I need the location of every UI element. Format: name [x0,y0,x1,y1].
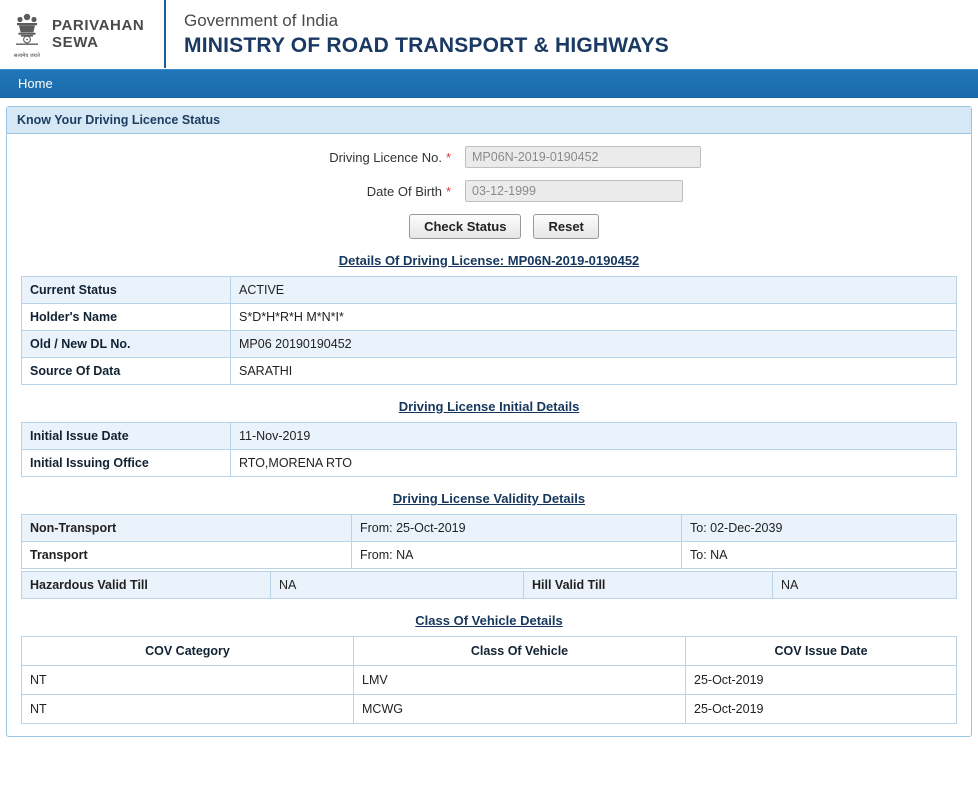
cov-col-vehicle: Class Of Vehicle [354,637,686,666]
source-of-data-key: Source Of Data [22,358,231,385]
table-row [22,572,957,599]
holder-name-value: S*D*H*R*H M*N*I* [231,304,957,331]
non-transport-from: From: 25-Oct-2019 [352,515,682,542]
current-status-key: Current Status [22,277,231,304]
check-status-button[interactable]: Check Status [409,214,521,239]
cov-header-row [22,637,957,666]
dl-number-label [21,150,465,165]
reset-button[interactable]: Reset [533,214,598,239]
initial-issue-date-value: 11-Nov-2019 [231,423,957,450]
panel-title: Know Your Driving Licence Status [7,107,971,134]
cov-heading: Class Of Vehicle Details [415,613,563,628]
brand-block [0,0,166,68]
cov-row-issue-date: 25-Oct-2019 [686,695,957,724]
old-new-dl-value: MP06 20190190452 [231,331,957,358]
form-buttons [21,214,957,239]
cov-row-issue-date: 25-Oct-2019 [686,666,957,695]
source-of-data-value: SARATHI [231,358,957,385]
page-content [0,98,978,737]
table-row [22,423,957,450]
initial-issuing-office-value: RTO,MORENA RTO [231,450,957,477]
table-row [22,450,957,477]
current-status-value: ACTIVE [231,277,957,304]
panel-body [7,134,971,736]
table-row [22,515,957,542]
ministry-title: MINISTRY OF ROAD TRANSPORT & HIGHWAYS [184,33,669,57]
initial-details-table [21,422,957,477]
transport-label: Transport [22,542,352,569]
hazardous-hill-table [21,571,957,599]
details-heading: Details Of Driving License: MP06N-2019-0190452 [338,253,640,268]
initial-details-heading: Driving License Initial Details [398,399,580,414]
cov-row-category: NT [22,666,354,695]
old-new-dl-key: Old / New DL No. [22,331,231,358]
government-of-india-label: Government of India [184,11,339,31]
cov-row-vehicle: MCWG [354,695,686,724]
hill-label: Hill Valid Till [524,572,773,599]
table-row [22,304,957,331]
national-emblem-icon [10,8,44,60]
non-transport-label: Non-Transport [22,515,352,542]
table-row [22,331,957,358]
brand-line-1: PARIVAHAN [52,16,145,34]
dl-number-label-text: Driving Licence No. [329,149,442,165]
cov-row-vehicle: LMV [354,666,686,695]
transport-from: From: NA [352,542,682,569]
table-row [22,542,957,569]
dob-label-text: Date Of Birth [366,183,442,199]
initial-issue-date-key: Initial Issue Date [22,423,231,450]
validity-table [21,514,957,569]
cov-col-issue-date: COV Issue Date [686,637,957,666]
emblem-caption: सत्यमेव जयते [13,52,41,59]
dl-number-input[interactable] [465,146,701,168]
hazardous-label: Hazardous Valid Till [22,572,271,599]
dl-required-mark: * [445,149,451,165]
dob-required-mark: * [445,183,451,199]
cov-table [21,636,957,724]
table-row [22,358,957,385]
status-panel [6,106,972,737]
validity-heading: Driving License Validity Details [392,491,586,506]
nav-item-home[interactable]: Home [18,76,53,91]
hill-value: NA [773,572,957,599]
dob-label [21,184,465,199]
initial-issuing-office-key: Initial Issuing Office [22,450,231,477]
holder-name-key: Holder's Name [22,304,231,331]
site-header [0,0,978,69]
hazardous-value: NA [271,572,524,599]
table-row [22,695,957,724]
cov-col-category: COV Category [22,637,354,666]
dl-number-row [21,146,957,168]
dob-input[interactable] [465,180,683,202]
table-row [22,277,957,304]
table-row [22,666,957,695]
non-transport-to: To: 02-Dec-2039 [682,515,957,542]
cov-row-category: NT [22,695,354,724]
transport-to: To: NA [682,542,957,569]
brand-line-2: SEWA [52,34,99,51]
brand-text [52,17,144,52]
details-table [21,276,957,385]
government-title-block [166,0,669,68]
main-navbar [0,69,978,98]
dob-row [21,180,957,202]
